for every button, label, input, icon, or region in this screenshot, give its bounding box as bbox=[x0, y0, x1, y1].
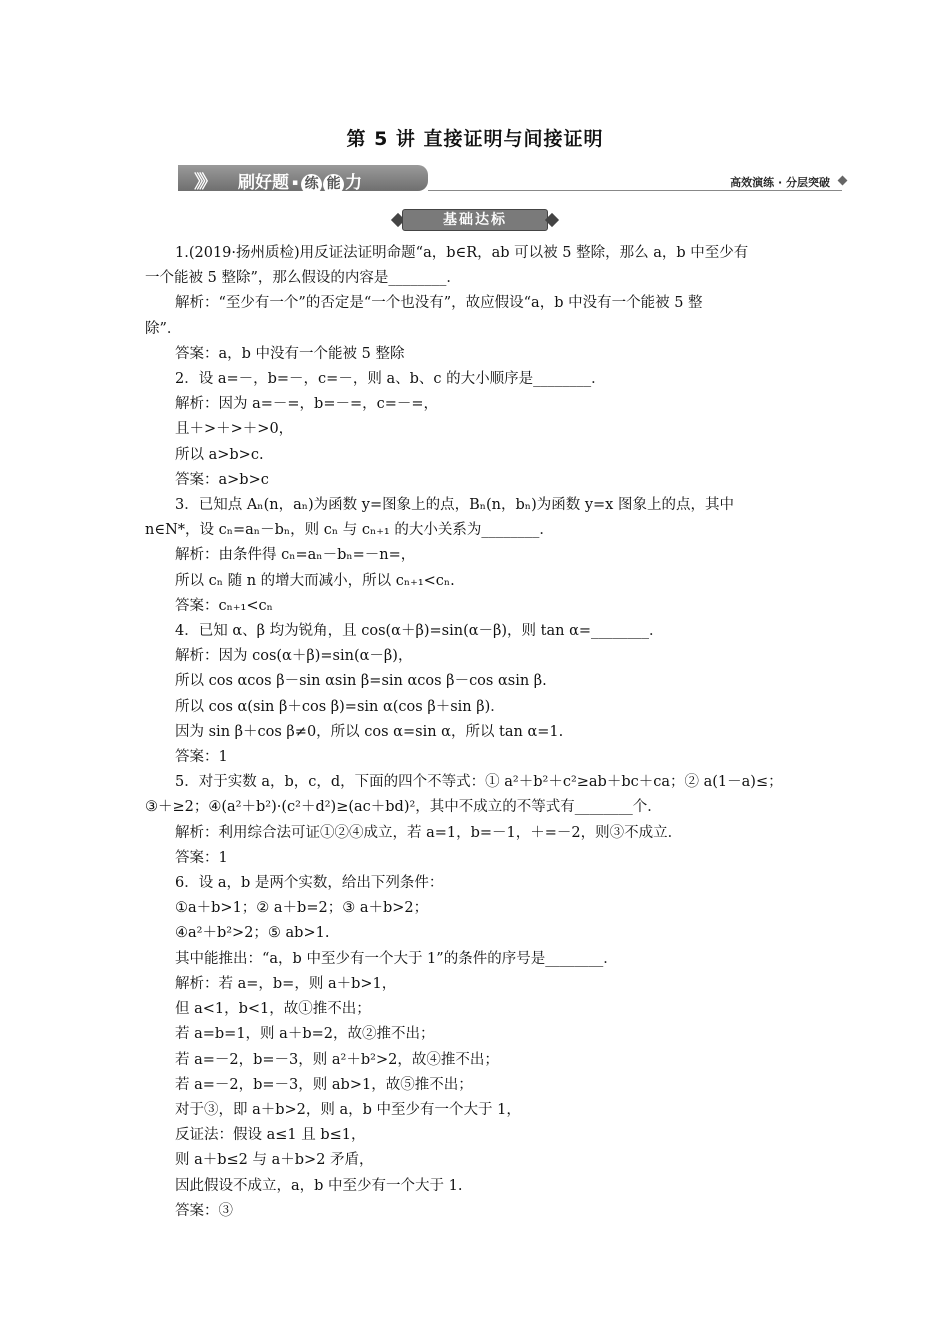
text-line: 反证法：假设 a≤1 且 b≤1， bbox=[175, 1127, 366, 1144]
double-chevron-icon: 》》 bbox=[194, 172, 213, 193]
banner-dot: ▪ bbox=[292, 178, 299, 188]
circled-char-1: 练 bbox=[301, 174, 322, 195]
text-line: 解析：利用综合法可证①②④成立，若 a=1，b=－1，＋=－2，则③不成立． bbox=[175, 824, 683, 841]
text-line: 则 a＋b≤2 与 a＋b>2 矛盾， bbox=[175, 1152, 374, 1169]
text-line: 解析：因为 cos(α＋β)=sin(α－β)， bbox=[175, 648, 413, 665]
text-line: 除”． bbox=[145, 320, 182, 337]
text-line: 因此假设不成立，a，b 中至少有一个大于 1. bbox=[175, 1177, 463, 1194]
section-title: 基础达标 bbox=[443, 212, 507, 228]
text-line: 因为 sin β＋cos β≠0，所以 cos α=sin α，所以 tan α=1. bbox=[175, 723, 564, 740]
text-line: 5．对于实数 a，b，c，d，下面的四个不等式：① a²＋b²＋c²≥ab＋bc＋ca；② a(1－a)≤； bbox=[175, 774, 783, 791]
text-line: ③＋≥2；④(a²＋b²)·(c²＋d²)≥(ac＋bd)²，其中不成立的不等式有________个． bbox=[145, 799, 662, 816]
page-title: 第 5 讲 直接证明与间接证明 bbox=[346, 128, 604, 150]
text-line: 答案：a，b 中没有一个能被 5 整除 bbox=[175, 345, 405, 362]
text-line: n∈N*，设 cₙ=aₙ－bₙ，则 cₙ 与 cₙ₊₁ 的大小关系为________． bbox=[145, 522, 554, 539]
section-header bbox=[390, 209, 560, 231]
text-line: 所以 cₙ 随 n 的增大而减小，所以 cₙ₊₁<cₙ. bbox=[175, 572, 455, 589]
text-line: 所以 cos α(sin β＋cos β)=sin α(cos β＋sin β)． bbox=[175, 698, 505, 715]
text-line: 所以 cos αcos β－sin αsin β=sin αcos β－cos αsin β. bbox=[175, 673, 547, 690]
diamond-icon bbox=[838, 176, 848, 186]
text-line: 解析：“至少有一个”的否定是“一个也没有”，故应假设“a，b 中没有一个能被 5 整 bbox=[175, 295, 703, 312]
text-line: ④a²＋b²>2；⑤ ab>1. bbox=[175, 925, 330, 942]
text-line: 且＋>＋>＋>0， bbox=[175, 421, 294, 438]
banner-subtitle: 高效演练 · 分层突破 bbox=[730, 176, 830, 189]
text-line: 若 a=－2，b=－3，则 a²＋b²>2，故④推不出； bbox=[175, 1051, 499, 1068]
text-line: 解析：若 a=，b=，则 a＋b>1， bbox=[175, 975, 397, 992]
text-line: 若 a=b=1，则 a＋b=2，故②推不出； bbox=[175, 1026, 435, 1043]
text-line: 答案：a>b>c bbox=[175, 471, 269, 488]
practice-banner bbox=[178, 165, 846, 195]
banner-label bbox=[238, 168, 362, 195]
text-line: 解析：因为 a=－=，b=－=，c=－=， bbox=[175, 396, 439, 413]
text-line: 6．设 a，b 是两个实数，给出下列条件： bbox=[175, 875, 444, 892]
text-line: 1.(2019·扬州质检)用反证法证明命题“a，b∈R，ab 可以被 5 整除，那么 a，b 中至少有 bbox=[175, 245, 749, 261]
banner-bar bbox=[178, 165, 428, 191]
text-line: 若 a=－2，b=－3，则 ab>1，故⑤推不出； bbox=[175, 1076, 473, 1093]
text-line: 3．已知点 Aₙ(n，aₙ)为函数 y=图象上的点，Bₙ(n，bₙ)为函数 y=x 图象上的点，其中 bbox=[175, 497, 734, 514]
exercise-content bbox=[145, 241, 810, 1224]
text-line: 2．设 a=－，b=－，c=－，则 a、b、c 的大小顺序是________． bbox=[175, 371, 606, 388]
text-line: 答案：③ bbox=[175, 1202, 233, 1219]
banner-rule bbox=[428, 190, 842, 191]
text-line: 但 a<1，b<1，故①推不出； bbox=[175, 1001, 371, 1018]
text-line: 一个能被 5 整除”，那么假设的内容是________． bbox=[145, 270, 461, 287]
banner-label-b: 力 bbox=[345, 173, 363, 193]
text-line: ①a＋b>1；② a＋b=2；③ a＋b>2； bbox=[175, 900, 429, 917]
circled-char-2: 能 bbox=[323, 174, 344, 195]
text-line: 答案：1 bbox=[175, 849, 228, 866]
text-line: 所以 a>b>c. bbox=[175, 446, 264, 463]
text-line: 4．已知 α、β 均为锐角，且 cos(α＋β)=sin(α－β)，则 tan α=________． bbox=[175, 623, 664, 640]
text-line: 对于③，即 a＋b>2，则 a，b 中至少有一个大于 1， bbox=[175, 1101, 521, 1118]
text-line: 解析：由条件得 cₙ=aₙ－bₙ=－n=， bbox=[175, 547, 416, 564]
text-line: 其中能推出：“a，b 中至少有一个大于 1”的条件的序号是________． bbox=[175, 950, 618, 967]
text-line: 答案：cₙ₊₁<cₙ bbox=[175, 597, 273, 614]
text-line: 答案：1 bbox=[175, 749, 228, 766]
banner-label-a: 刷好题 bbox=[238, 173, 289, 193]
